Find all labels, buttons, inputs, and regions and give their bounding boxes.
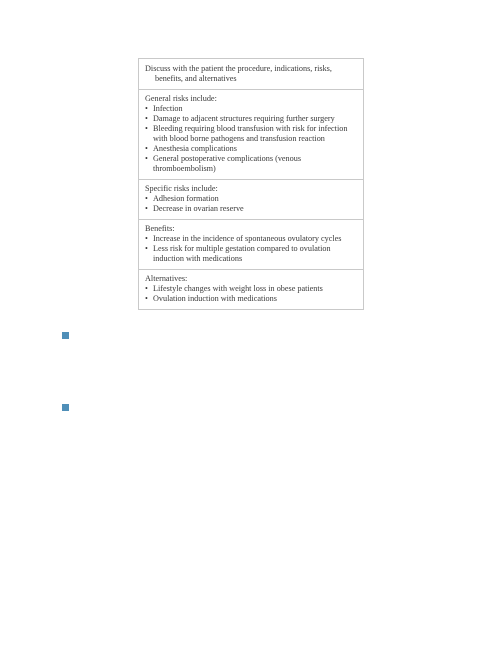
square-bullet-icon [62, 404, 69, 411]
square-bullet-icon [62, 332, 69, 339]
intro-text: Discuss with the patient the procedure, indications, risks, benefits, and alternatives [145, 64, 332, 83]
list-item: • Ovulation induction with medications [145, 294, 357, 304]
specific-risks-list [145, 194, 357, 214]
list-item: • Adhesion formation [145, 194, 357, 204]
list-item: • Damage to adjacent structures requiring further surgery [145, 114, 357, 124]
intro-section [139, 59, 363, 89]
consent-discussion-table [138, 58, 364, 310]
list-item: • Anesthesia complications [145, 144, 357, 154]
list-item: • Lifestyle changes with weight loss in obese patients [145, 284, 357, 294]
list-item: • General postoperative complications (venous thromboembolism) [145, 154, 357, 174]
alternatives-list [145, 284, 357, 304]
specific-risks-section [139, 179, 363, 219]
alternatives-section [139, 269, 363, 309]
list-item: • Infection [145, 104, 357, 114]
list-item: • Bleeding requiring blood transfusion with risk for infection with blood borne pathogens and transfusion reaction [145, 124, 357, 144]
list-item: • Less risk for multiple gestation compared to ovulation induction with medications [145, 244, 357, 264]
alternatives-heading: Alternatives: [145, 274, 188, 283]
benefits-section [139, 219, 363, 269]
list-item: • Increase in the incidence of spontaneous ovulatory cycles [145, 234, 357, 244]
benefits-heading: Benefits: [145, 224, 175, 233]
general-risks-list [145, 104, 357, 174]
benefits-list [145, 234, 357, 264]
specific-risks-heading: Specific risks include: [145, 184, 218, 193]
general-risks-heading: General risks include: [145, 94, 217, 103]
general-risks-section [139, 89, 363, 179]
list-item: • Decrease in ovarian reserve [145, 204, 357, 214]
